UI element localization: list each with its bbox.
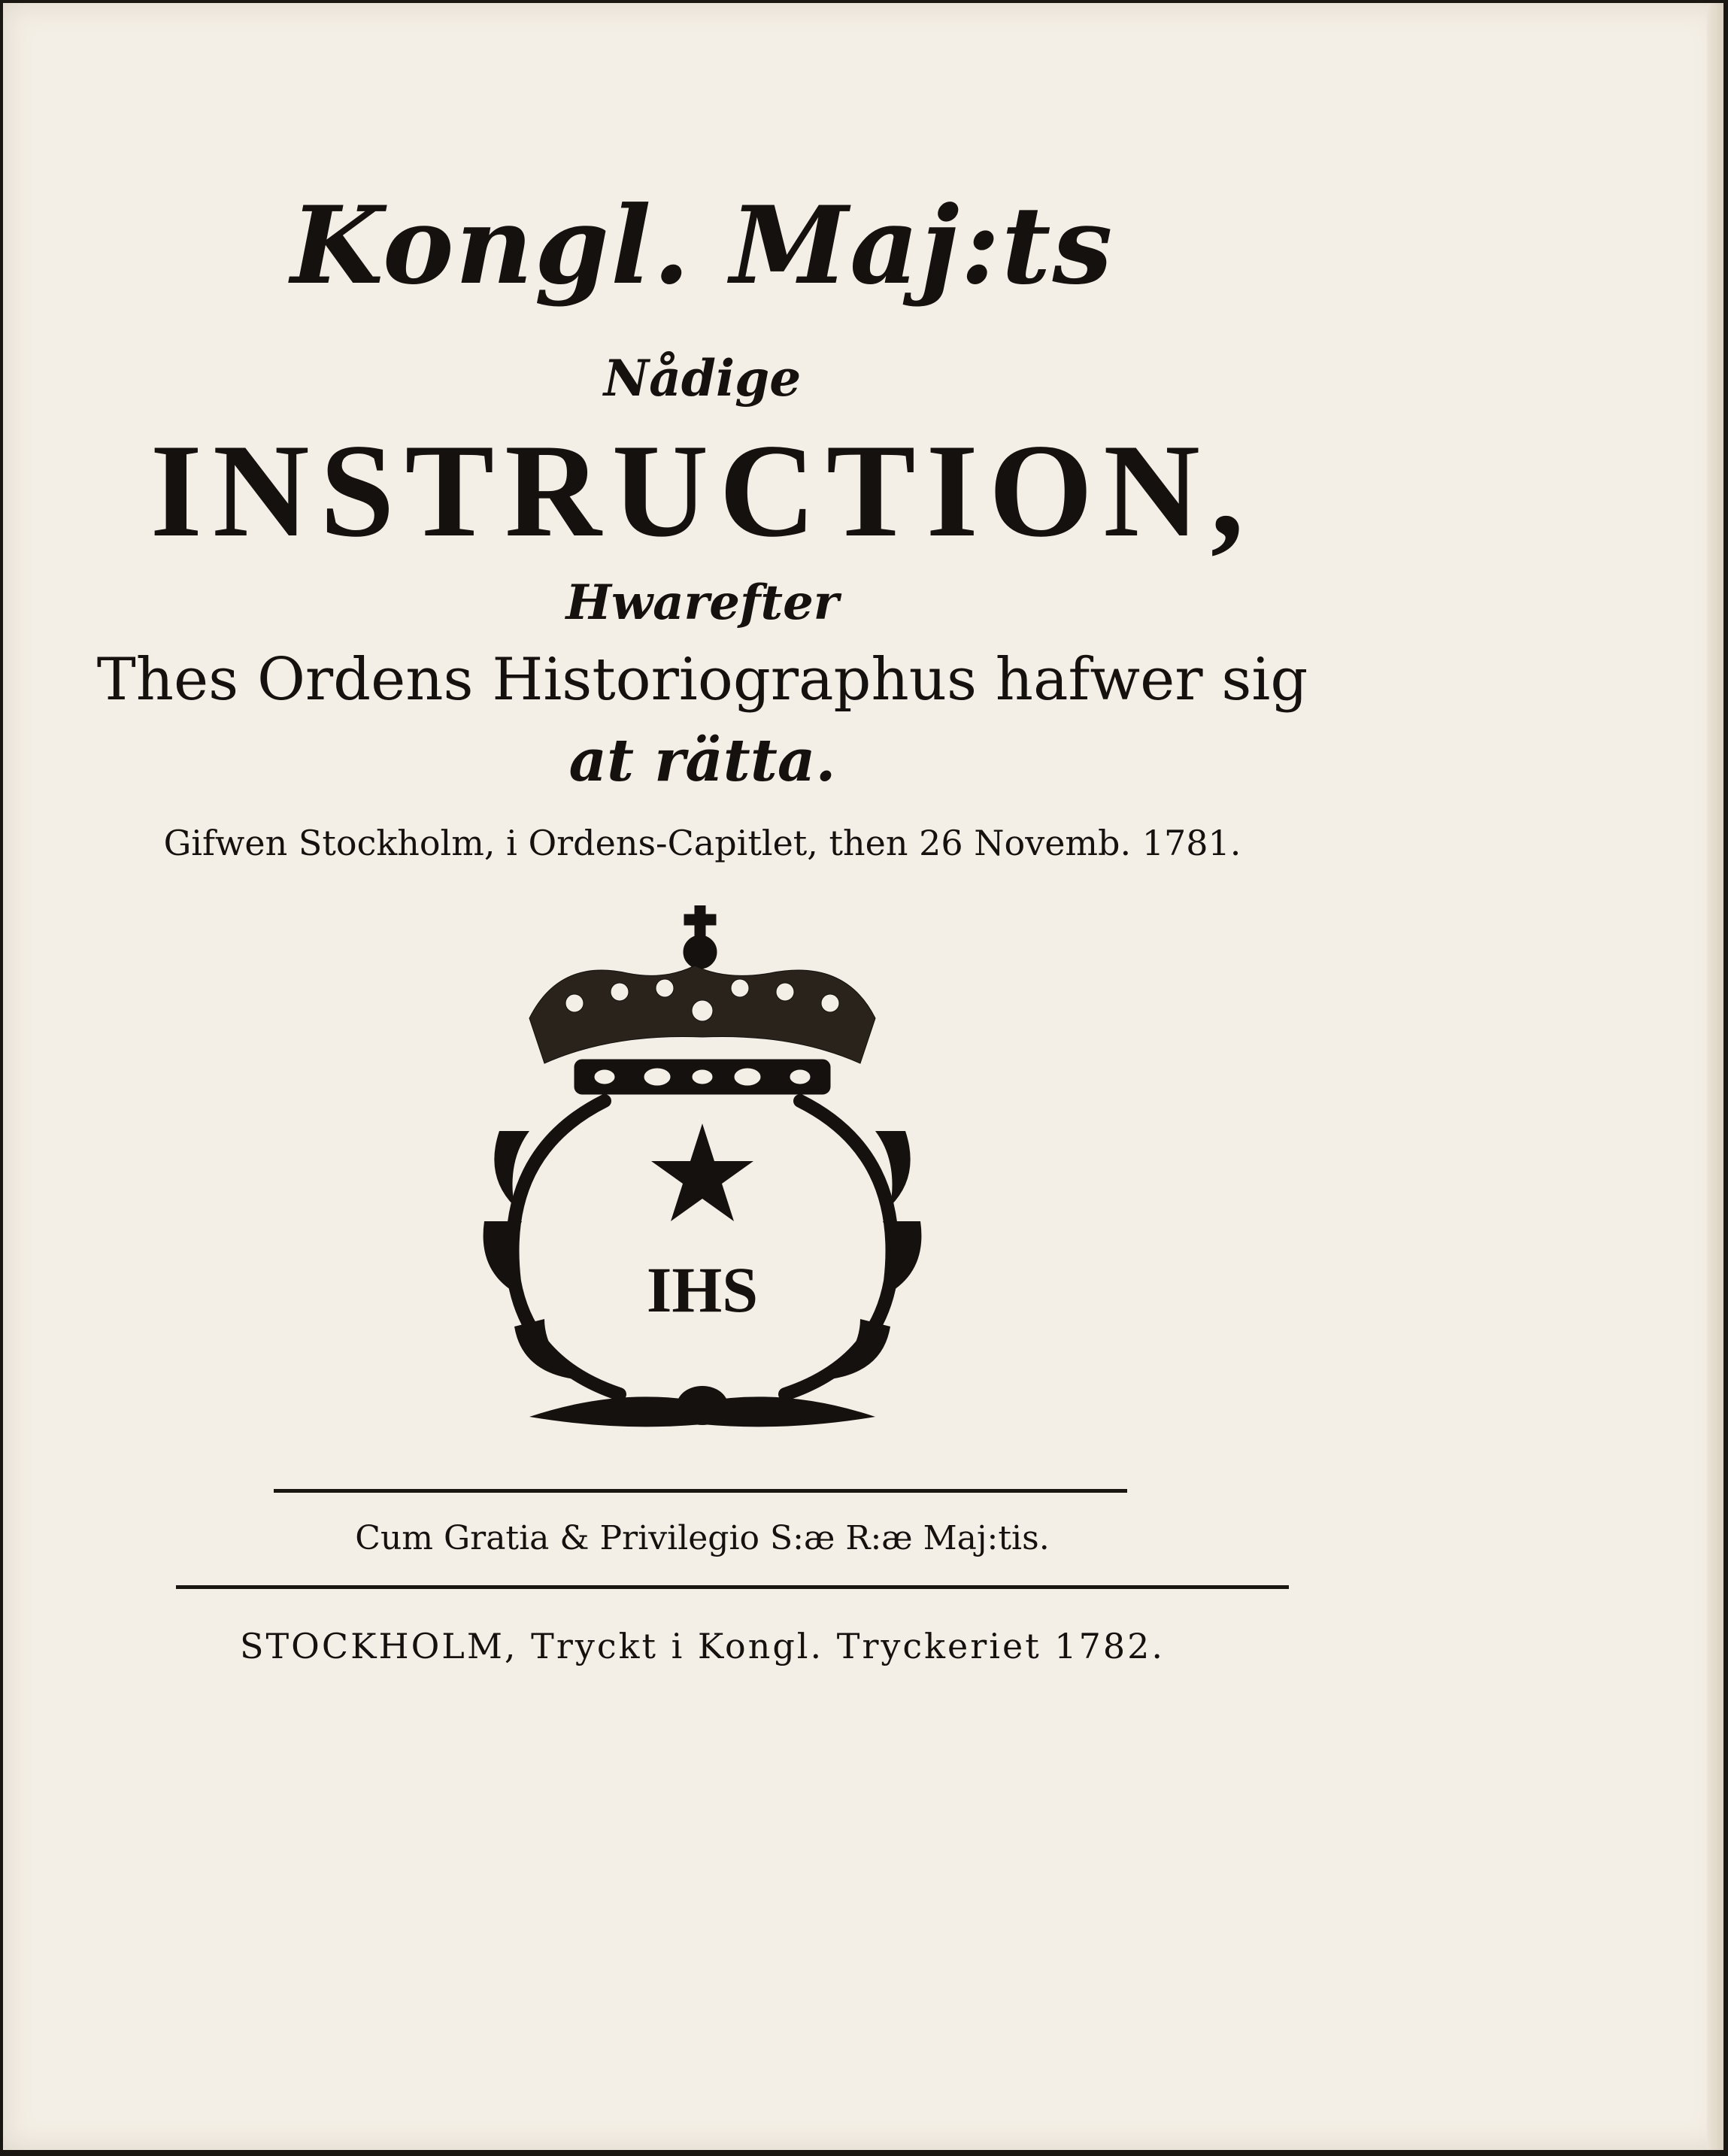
page-title: INSTRUCTION, <box>150 416 1255 565</box>
document-page <box>3 3 1723 2150</box>
star-icon <box>651 1123 753 1221</box>
heading-kongl-majts: Kongl. Maj:ts <box>290 183 1114 308</box>
heading-nadige: Nådige <box>603 349 802 408</box>
dated-line: Gifwen Stockholm, i Ordens-Capitlet, then 26 Novemb. 1781. <box>163 823 1241 863</box>
privilege-line: Cum Gratia & Privilegio S:æ R:æ Maj:tis. <box>355 1519 1050 1557</box>
heading-at-ratta: at rätta. <box>568 726 836 795</box>
divider-top <box>274 1489 1127 1493</box>
imprint-line: STOCKHOLM, Tryckt i Kongl. Tryckeriet 1782. <box>239 1626 1165 1666</box>
heading-hwarefter: Hwarefter <box>565 575 839 631</box>
divider-bottom <box>176 1585 1289 1589</box>
crown-wreath-emblem <box>469 905 935 1454</box>
emblem-monogram: IHS <box>646 1254 759 1326</box>
crown-icon <box>529 905 875 1094</box>
heading-ordens-historiographus: Thes Ordens Historiographus hafwer sig <box>96 646 1308 714</box>
paper-edge <box>1707 3 1723 2150</box>
